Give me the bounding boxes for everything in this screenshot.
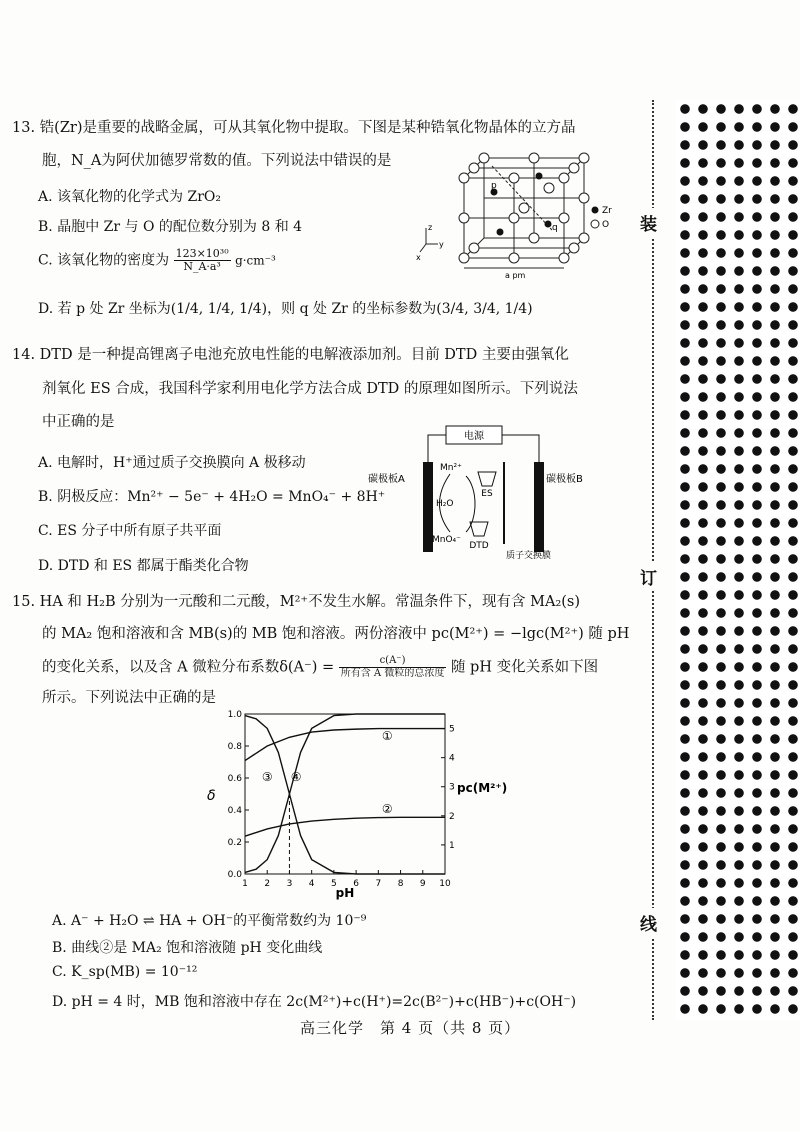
- crystal-label-q: q: [552, 223, 558, 233]
- h2o-label: H₂O: [436, 499, 454, 509]
- distribution-numerator: c(A⁻): [339, 655, 447, 668]
- right-axis-label: pc(M²⁺): [457, 781, 508, 795]
- ph-distribution-chart: [195, 702, 525, 902]
- binding-char-xian: 线: [640, 908, 657, 937]
- axis-x-label: x: [416, 253, 421, 262]
- dtd-label: DTD: [469, 541, 489, 551]
- o-legend-dot: [591, 220, 599, 228]
- cathode-label: 碳极板B: [546, 474, 583, 485]
- membrane-label: 质子交换膜: [506, 551, 552, 561]
- es-label: ES: [481, 489, 493, 499]
- q14-option-d: D. DTD 和 ES 都属于酯类化合物: [38, 558, 249, 574]
- electrolysis-figure: [366, 424, 606, 564]
- x-tick-label: 1: [242, 879, 248, 889]
- q13-density-fraction: [174, 248, 231, 273]
- right-tick-label: 4: [449, 753, 455, 764]
- zr-legend-dot: [592, 207, 599, 214]
- axis-z-label: z: [428, 223, 433, 232]
- x-tick-label: 3: [286, 879, 293, 889]
- distribution-denominator: 所有含 A 微粒的总浓度: [340, 668, 445, 679]
- q13-density-unit: g·cm⁻³: [235, 253, 276, 268]
- right-tick-label: 2: [449, 811, 455, 822]
- q13-stem-line1: 13. 锆(Zr)是重要的战略金属，可从其氧化物中提取。下图是某种锆氧化物晶体的立方晶: [12, 120, 576, 136]
- x-axis-label: pH: [335, 886, 355, 900]
- distribution-fraction: [339, 655, 447, 680]
- crystal-cell-figure: [412, 140, 622, 280]
- binding-char-ding: 订: [640, 562, 657, 591]
- right-tick-label: 1: [449, 840, 455, 851]
- q15-option-d: D. pH = 4 时，MB 饱和溶液中存在 2c(M²⁺)+c(H⁺)=2c(B²⁻)+c(HB⁻)+c(OH⁻): [52, 994, 577, 1010]
- q14-stem-line2: 剂氧化 ES 合成，我国科学家利用电化学方法合成 DTD 的原理如图所示。下列说法: [42, 381, 578, 397]
- mno4-label: MnO₄⁻: [432, 535, 461, 545]
- left-axis-label: δ: [207, 788, 216, 804]
- x-tick-label: 8: [397, 879, 404, 889]
- series-line: [245, 716, 445, 874]
- binding-dotted-line: [652, 100, 654, 1020]
- power-label: 电源: [464, 431, 484, 442]
- q15-option-a: A. A⁻ + H₂O ⇌ HA + OH⁻的平衡常数约为 10⁻⁹: [52, 913, 367, 929]
- decorative-flower-border: [676, 100, 800, 1020]
- q15-line3-prefix: 的变化关系，以及含 A 微粒分布系数δ(A⁻) =: [42, 659, 335, 676]
- electrode-b: [534, 462, 544, 552]
- q13-option-b: B. 晶胞中 Zr 与 O 的配位数分别为 8 和 4: [38, 219, 303, 235]
- plot-frame: [245, 714, 445, 874]
- series-label: ②: [381, 801, 393, 816]
- q13-stem-line2: 胞，N_A为阿伏加德罗常数的值。下列说法中错误的是: [42, 153, 392, 169]
- x-tick-label: 7: [375, 879, 382, 889]
- left-tick-label: 0.2: [227, 838, 242, 848]
- q15-line3-suffix: 随 pH 变化关系如下图: [450, 659, 599, 676]
- q14-option-b: B. 阴极反应：Mn²⁺ − 5e⁻ + 4H₂O = MnO₄⁻ + 8H⁺: [38, 489, 386, 505]
- left-tick-label: 0.6: [227, 774, 242, 784]
- q13-option-c: [38, 248, 276, 273]
- series-line: [245, 817, 445, 836]
- legend-o: O: [602, 220, 610, 230]
- x-tick-label: 9: [419, 879, 426, 889]
- right-tick-label: 5: [449, 724, 455, 735]
- legend-zr: Zr: [602, 206, 612, 216]
- left-tick-label: 1.0: [227, 710, 242, 720]
- q15-stem-line3: [42, 655, 598, 680]
- q14-option-a: A. 电解时，H⁺通过质子交换膜向 A 极移动: [38, 455, 306, 471]
- left-tick-label: 0.8: [227, 742, 242, 752]
- q13-density-denominator: N_A·a³: [183, 260, 221, 273]
- page-footer: 高三化学 第 4 页（共 8 页）: [300, 1019, 521, 1037]
- mn2-label: Mn²⁺: [440, 463, 462, 473]
- q14-option-c: C. ES 分子中所有原子共平面: [38, 523, 222, 539]
- x-tick-label: 6: [353, 879, 359, 889]
- q14-stem-line3: 中正确的是: [42, 414, 115, 430]
- q13-option-d: D. 若 p 处 Zr 坐标为(1/4, 1/4, 1/4)，则 q 处 Zr 的坐标参数为(3/4, 3/4, 1/4): [38, 301, 533, 317]
- left-tick-label: 0.4: [227, 806, 242, 816]
- series-line: [245, 714, 445, 872]
- anode-label: 碳极板A: [368, 474, 405, 485]
- q15-option-b: B. 曲线②是 MA₂ 饱和溶液随 pH 变化曲线: [52, 940, 323, 956]
- right-tick-label: 3: [449, 782, 455, 793]
- left-tick-label: 0.0: [227, 870, 242, 880]
- edge-length-label: a pm: [505, 271, 526, 280]
- x-tick-label: 10: [439, 879, 451, 889]
- axis-y-label: y: [439, 240, 444, 249]
- x-tick-label: 4: [308, 879, 315, 889]
- x-tick-label: 5: [331, 879, 337, 889]
- binding-char-zhuang: 装: [640, 208, 657, 237]
- x-tick-label: 2: [264, 879, 271, 889]
- series-label: ④: [290, 770, 302, 785]
- series-label: ①: [381, 729, 393, 744]
- q15-option-c: C. K_sp(MB) = 10⁻¹²: [52, 964, 198, 980]
- q13-option-c-prefix: C. 该氧化物的密度为: [38, 252, 170, 269]
- q14-stem-line1: 14. DTD 是一种提高锂离子电池充放电性能的电解液添加剂。目前 DTD 主要由强氧化: [12, 347, 569, 363]
- q13-option-a: A. 该氧化物的化学式为 ZrO₂: [38, 189, 221, 205]
- q15-stem-line4: 所示。下列说法中正确的是: [42, 690, 216, 706]
- q15-stem-line2: 的 MA₂ 饱和溶液和含 MB(s)的 MB 饱和溶液。两份溶液中 pc(M²⁺) = −lgc(M²⁺) 随 pH: [42, 626, 630, 642]
- q15-stem-line1: 15. HA 和 H₂B 分别为一元酸和二元酸，M²⁺不发生水解。常温条件下，现有含 MA₂(s): [12, 594, 581, 610]
- q13-density-numerator: 123×10³⁰: [175, 247, 229, 260]
- crystal-label-p: p: [491, 181, 497, 191]
- series-label: ③: [261, 770, 273, 785]
